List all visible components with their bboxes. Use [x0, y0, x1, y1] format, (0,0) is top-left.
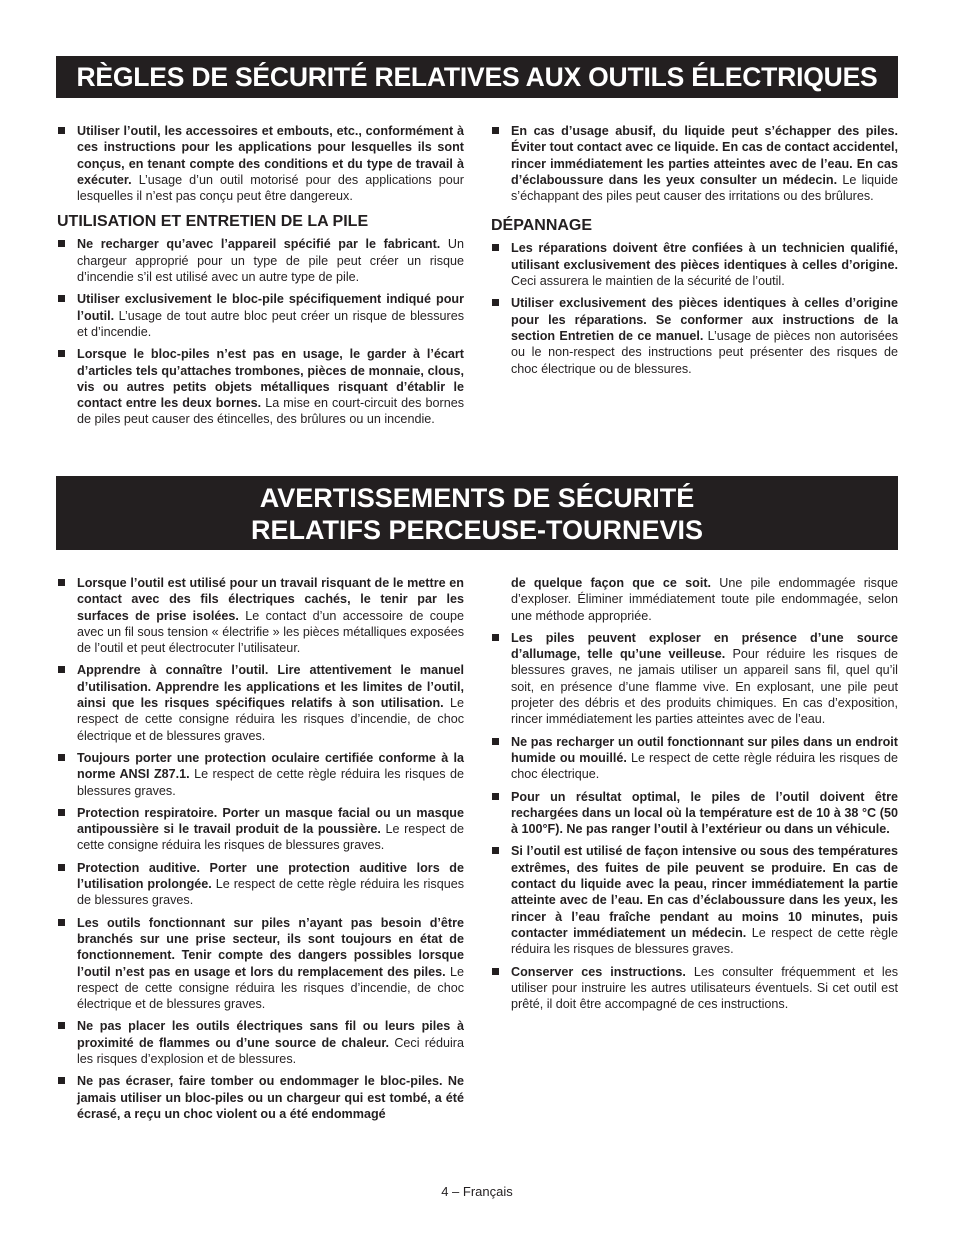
bullet-square-icon	[58, 809, 65, 816]
item-text: Ceci assurera le maintien de la sécurité de l’outil.	[511, 274, 785, 289]
list-item-continuation	[491, 575, 898, 624]
item-bold-text: Ne pas recharger un outil fonctionnant sur piles dans un endroit humide ou mouillé.	[511, 734, 898, 765]
item-text: Un chargeur approprié pour un type de pile peut créer un risque d’incendie s’il est utilisé avec un autre type de pile.	[77, 237, 464, 285]
bullet-square-icon	[492, 847, 499, 854]
item-bold-text: de quelque façon que ce soit.	[511, 576, 712, 590]
bullet-square-icon	[58, 295, 65, 302]
list-item	[491, 295, 898, 376]
item-bold-text: Utiliser exclusivement des pièces identiques à celles d’origine pour les réparations. Se conformer aux instructions de la section Entretien de ce manuel.	[511, 296, 898, 343]
bullet-square-icon	[58, 666, 65, 673]
bullet-square-icon	[492, 634, 499, 641]
item-bold-text: Apprendre à connaître l’outil. Lire attentivement le manuel d’utilisation. Apprendre les applications et les limites de l’outil, ainsi que les risques spécifiques relatifs à son utilisation.	[77, 663, 464, 711]
list-item	[57, 1018, 464, 1067]
item-bold-text: Ne pas écraser, faire tomber ou endommager le bloc-piles. Ne jamais utiliser un bloc-piles ou un chargeur qui est tombé, a été écrasé, a reçu un choc violent ou a été endommagé	[77, 1074, 464, 1121]
item-text: L’usage de tout autre bloc peut créer un risque de blessures et d’incendie.	[77, 308, 464, 339]
section2-left-column	[57, 575, 464, 1128]
item-text: L’usage d’un outil motorisé pour des applications pour lesquelles il n’est pas conçu peut être dangereux.	[77, 172, 464, 204]
bullet-square-icon	[58, 350, 65, 357]
bullet-square-icon	[492, 738, 499, 745]
bullet-square-icon	[58, 919, 65, 926]
list-item	[491, 123, 898, 204]
list-item	[57, 860, 464, 909]
item-bold-text: Pour un résultat optimal, le piles de l’outil doivent être rechargées dans un local où la température est de 10 à 38 °C (50 à 100°F). Ne pas ranger l’outil à l’extérieur ou dans un véhicule.	[511, 789, 898, 837]
section-title-drill-warnings	[56, 476, 898, 550]
item-bold-text: Toujours porter une protection oculaire certifiée conforme à la norme ANSI Z87.1.	[77, 750, 464, 782]
service-rules-list	[491, 240, 898, 376]
item-bold-text: Lorsque l’outil est utilisé pour un travail risquant de le mettre en contact avec des fils électriques cachés, le tenir par les surfaces de prise isolées.	[77, 576, 464, 623]
item-text: Le respect de cette consigne réduira les risques de blessures graves.	[77, 822, 465, 853]
list-item	[57, 575, 464, 656]
item-text: Le respect de cette consigne réduira les risques d’incendie, de choc électrique et de blessures graves.	[77, 696, 464, 743]
battery-rules-list	[57, 236, 464, 427]
drill-warnings-list-left	[57, 575, 464, 1122]
item-bold-text: Utiliser exclusivement le bloc-pile spécifiquement indiqué pour l’outil.	[77, 292, 464, 323]
section2-right-column	[491, 575, 898, 1018]
item-bold-text: Protection respiratoire. Porter un masque facial ou un masque antipoussière si le travail produit de la poussière.	[77, 805, 464, 837]
item-bold-text: Les réparations doivent être confiées à un technicien qualifié, utilisant exclusivement des pièces identiques à celles d’origine.	[511, 241, 898, 272]
bullet-square-icon	[58, 754, 65, 761]
item-text: Le respect de cette règle réduira les risques de blessures graves.	[511, 925, 898, 957]
bullet-square-icon	[492, 244, 499, 251]
bullet-square-icon	[58, 1022, 65, 1029]
list-item	[57, 750, 464, 799]
item-text: La mise en court-circuit des bornes de piles peut causer des étincelles, des brûlures ou un incendie.	[77, 396, 464, 427]
list-item	[57, 346, 464, 427]
list-item	[491, 843, 898, 957]
item-bold-text: En cas d’usage abusif, du liquide peut s’échapper des piles. Éviter tout contact avec ce liquide. En cas de contact accidentel, rincer immédiatement les parties atteintes avec de l’eau. En cas d’éclaboussure dans les yeux consulter un médecin.	[511, 124, 898, 187]
item-bold-text: Si l’outil est utilisé de façon intensive ou sous des températures extrêmes, des fuites de pile peuvent se produire. En cas de contact du liquide avec la peau, rincer immédiatement la partie atteinte avec de l’eau. En cas d’éclaboussure dans les yeux, les rincer à l’eau fraîche pendant au moins 10 minutes, puis contacter immédiatement un médecin.	[511, 844, 898, 940]
bullet-square-icon	[58, 1077, 65, 1084]
bullet-square-icon	[492, 127, 499, 134]
item-text: Une pile endommagée risque d’exploser. Éliminer immédiatement toute pile endommagée, selon une méthode appropriée.	[511, 576, 898, 623]
list-item	[491, 734, 898, 783]
bullet-square-icon	[492, 968, 499, 975]
item-text: Le respect de cette règle réduira les risques de blessures graves.	[77, 877, 465, 908]
bullet-square-icon	[58, 864, 65, 871]
subheading-troubleshooting: DÉPANNAGE	[491, 217, 593, 235]
section-title-line2: RELATIFS PERCEUSE-TOURNEVIS	[250, 515, 704, 545]
item-bold-text: Ne pas placer les outils électriques sans fil ou leurs piles à proximité de flammes ou d’une source de chaleur.	[77, 1019, 464, 1050]
item-bold-text: Utiliser l’outil, les accessoires et embouts, etc., conformément à ces instructions pour les applications pour lesquelles ils sont conçus, en tenant compte des conditions et du type de travail à exécuter.	[77, 124, 464, 187]
list-item	[491, 789, 898, 838]
item-bold-text: Ne recharger qu’avec l’appareil spécifié par le fabricant.	[77, 237, 441, 252]
item-text: Le respect de cette règle réduira les risques de blessures graves.	[77, 767, 464, 798]
bullet-square-icon	[58, 579, 65, 586]
list-item	[491, 964, 898, 1013]
item-text: Pour réduire les risques de blessures graves, ne jamais utiliser un appareil sans fil, quel qu’il soit, en présence d’une flamme vive. En explosant, une pile peut projeter des débris et des produits chimiques. En cas d’exposition, rincer immédiatement les parties atteintes avec de l’eau.	[511, 647, 898, 727]
section1-right-column	[491, 123, 898, 383]
item-text: Le respect de cette règle réduira les risques de choc électrique.	[511, 750, 898, 782]
item-text: Ceci réduira les risques d’explosion et de blessures.	[77, 1035, 464, 1067]
list-item	[57, 123, 464, 204]
list-item	[57, 915, 464, 1013]
list-item	[57, 1073, 464, 1122]
item-bold-text: Les piles peuvent exploser en présence d’une source d’allumage, telle qu’une veilleuse.	[511, 630, 898, 662]
section1-left-column	[57, 123, 464, 434]
item-bold-text: Lorsque le bloc-piles n’est pas en usage, le garder à l’écart d’articles tels qu’attaches trombones, pièces de monnaie, clous, vis ou autres petits objets métalliques risquant d’établir le contact entre les deux bornes.	[77, 347, 464, 411]
list-item	[57, 291, 464, 340]
list-item	[57, 805, 464, 854]
bullet-square-icon	[492, 793, 499, 800]
page-footer: 4 – Français	[441, 1184, 513, 1199]
list-item	[491, 630, 898, 728]
bullet-square-icon	[492, 299, 499, 306]
list-item	[491, 240, 898, 289]
drill-warnings-list-right	[491, 630, 898, 1013]
item-text: Le liquide s’échappant des piles peut causer des irritations ou des brûlures.	[511, 172, 898, 204]
item-text: Le contact d’un accessoire de coupe avec un fil sous tension « électrifie » les pièces métalliques exposées de l’outil et peut électrocuter l’utilisateur.	[77, 608, 465, 656]
bullet-square-icon	[58, 240, 65, 247]
item-bold-text: Protection auditive. Porter une protection auditive lors de l’utilisation prolongée.	[77, 860, 464, 892]
subheading-battery-use: UTILISATION ET ENTRETIEN DE LA PILE	[57, 213, 369, 231]
item-text: Les consulter fréquemment et les utiliser pour instruire les autres utilisateurs éventuels. Si cet outil est prêté, il doit être accompagné de ces instructions.	[511, 964, 898, 1012]
item-bold-text: Conserver ces instructions.	[511, 964, 686, 979]
bullet-square-icon	[58, 127, 65, 134]
item-text: Le respect de cette consigne réduira les risques d’incendie, de choc électrique et de blessures graves.	[77, 964, 464, 1012]
list-item	[57, 236, 464, 285]
item-bold-text: Les outils fonctionnant sur piles n’ayant pas besoin d’être branchés sur une prise secteur, ils sont toujours en état de fonctionnement. Tenir compte des dangers possibles lorsque l’outil n’est pas en usage et lors du remplacement des piles.	[77, 915, 464, 979]
list-item	[57, 662, 464, 743]
item-text: L’usage de pièces non autorisées ou le non-respect des instructions peut présenter des risques de choc électrique ou de blessures.	[511, 328, 898, 376]
section-title-line1: AVERTISSEMENTS DE SÉCURITÉ	[259, 483, 695, 513]
section-title-power-tool-safety: RÈGLES DE SÉCURITÉ RELATIVES AUX OUTILS ÉLECTRIQUES	[56, 56, 898, 98]
